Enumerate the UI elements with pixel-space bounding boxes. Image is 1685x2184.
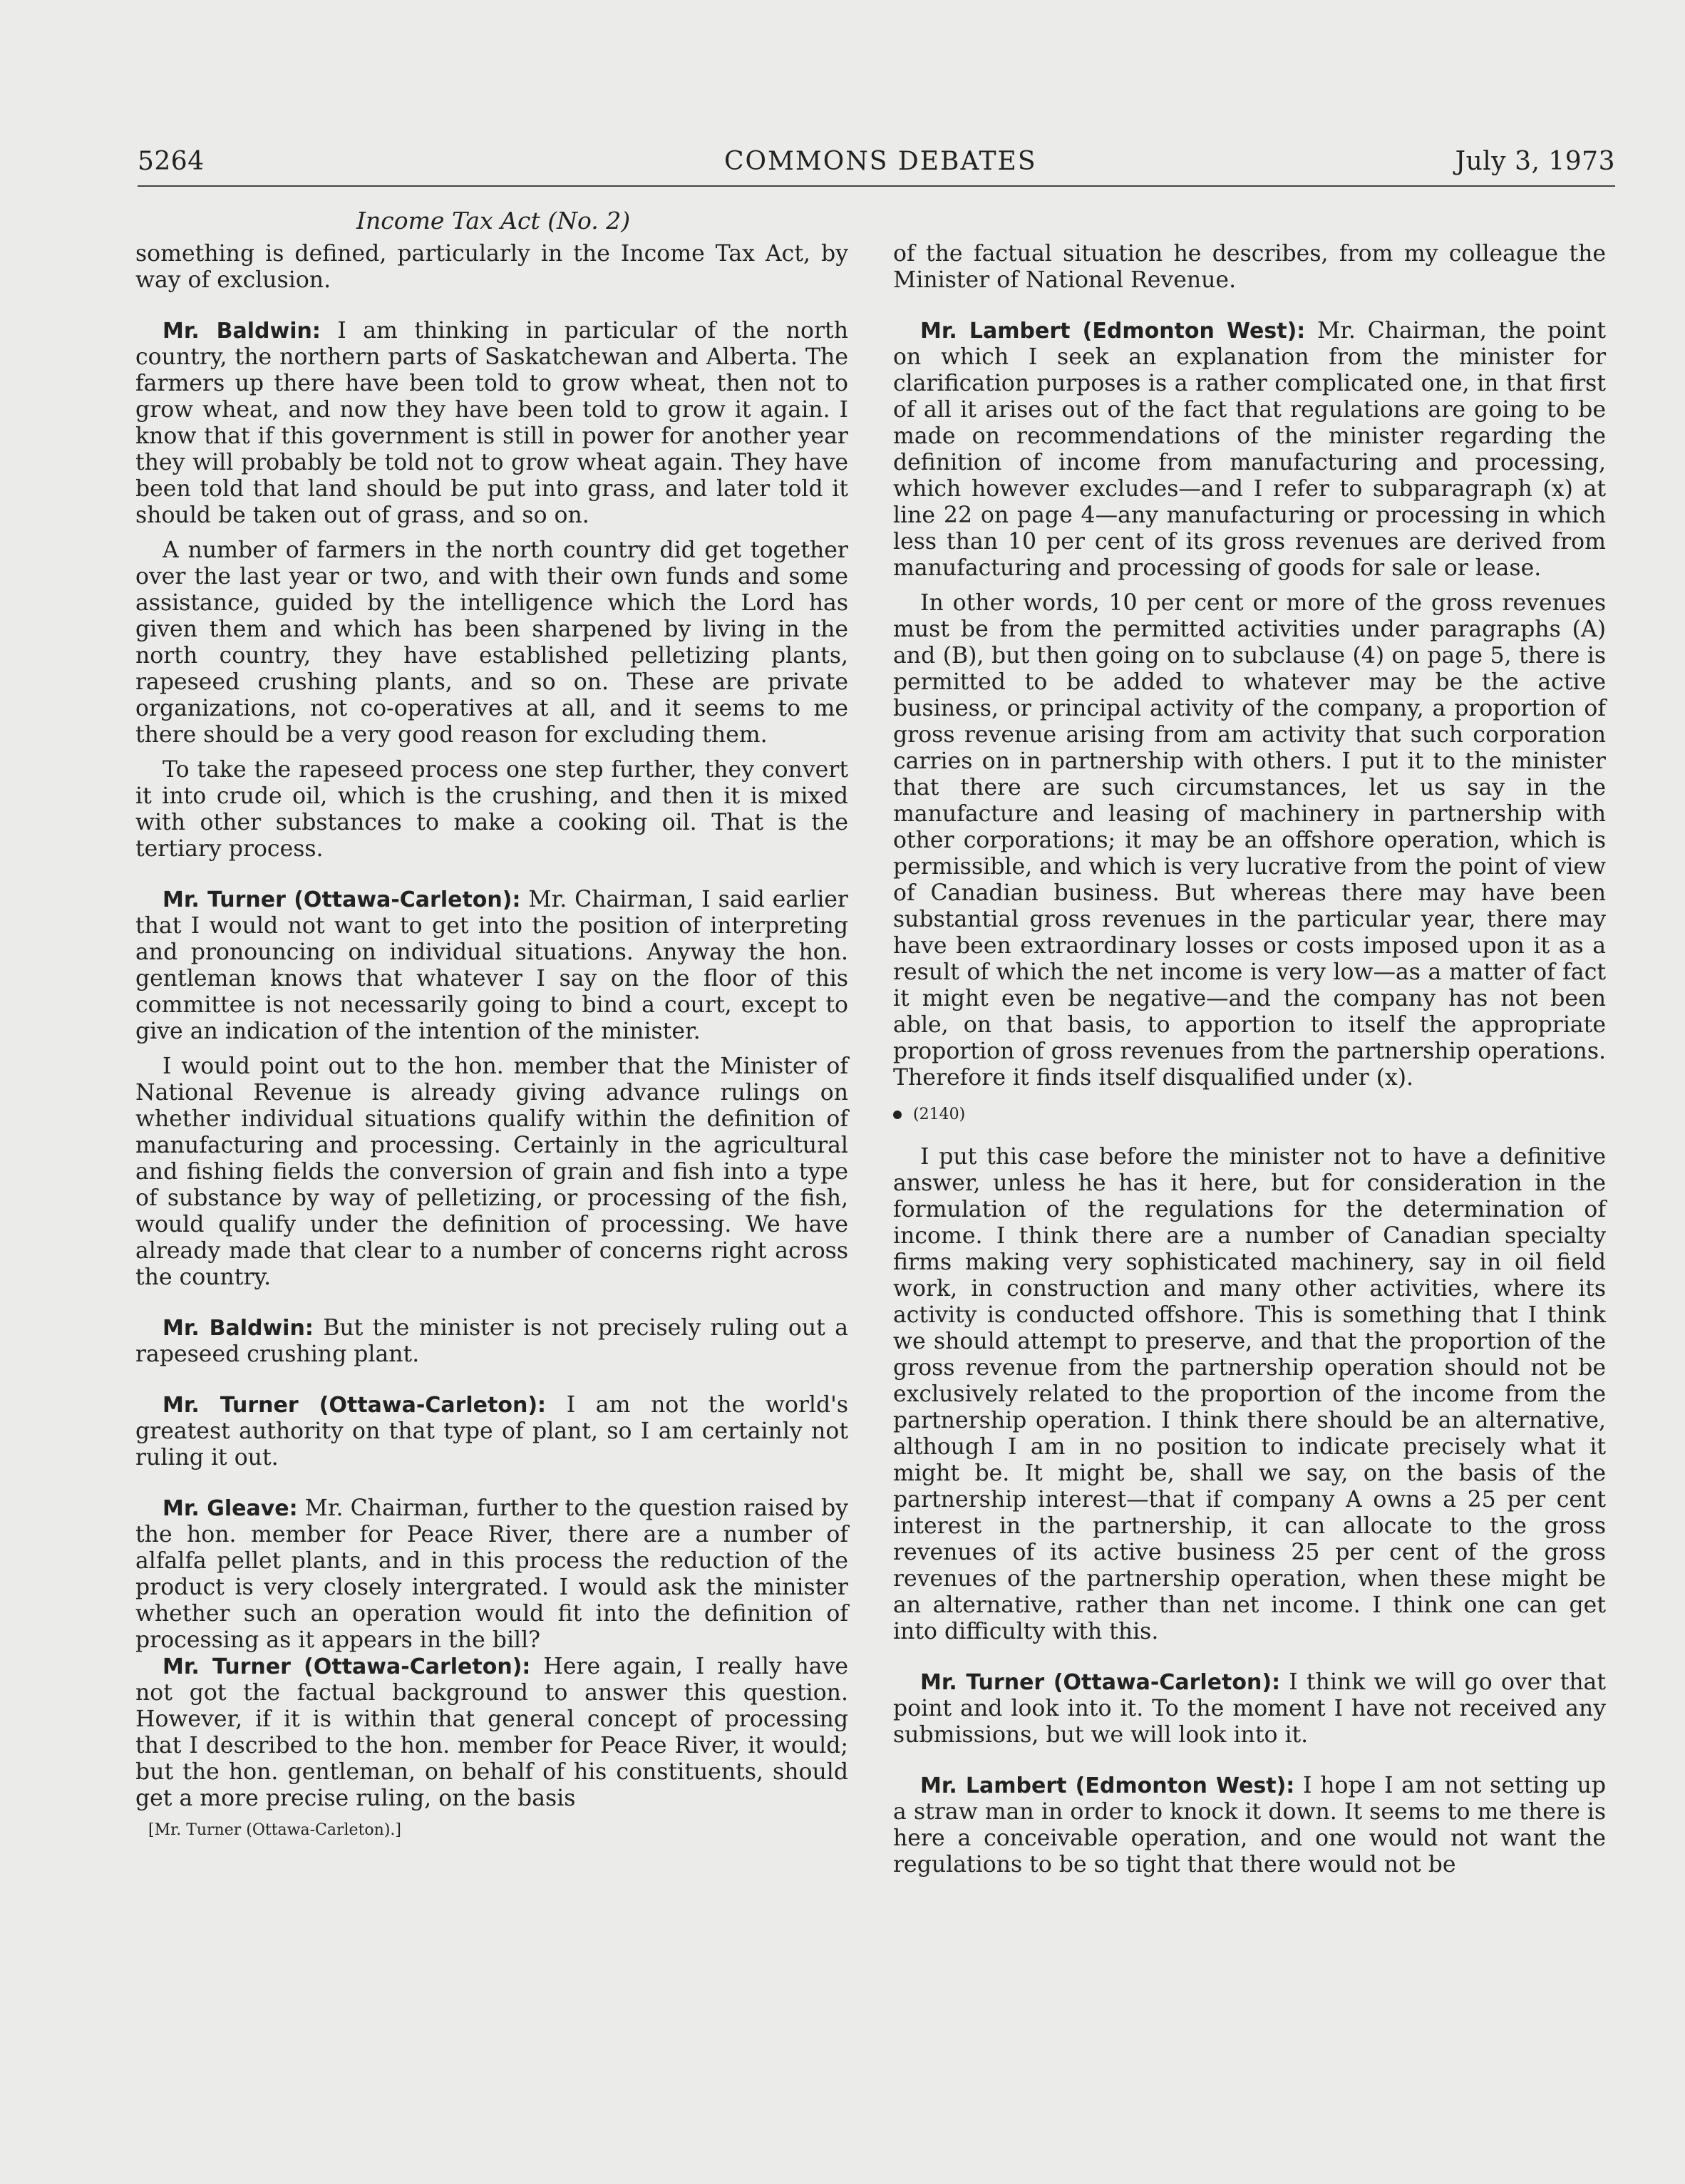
speech bbox=[893, 1669, 1606, 1748]
speaker-name: Mr. Turner (Ottawa-Carleton): bbox=[920, 1670, 1281, 1695]
right-column bbox=[893, 241, 1606, 1878]
speaker-footnote: [Mr. Turner (Ottawa-Carleton).] bbox=[148, 1821, 401, 1839]
paragraph: of the factual situation he describes, from my colleague the Minister of National Revenue. bbox=[893, 241, 1606, 293]
speech-text: Mr. Chairman, the point on which I seek an explanation from the minister for clarification purposes is a rather complicated one, in that first of all it arises out of the fact that regulations are going to be made on recommendations of the minister regarding the definition of income from manufacturing and processing, which however excludes—and I refer to subparagraph (x) at line 22 on page 4—any manufacturing or processing in which less than 10 per cent of its gross revenues are derived from manufacturing and processing of goods for sale or lease. bbox=[893, 318, 1606, 581]
speech-text: I am thinking in particular of the north country, the northern parts of Saskatchewan and Alberta. The farmers up there have been told to grow wheat, then not to grow wheat, and now they have been told to grow it again. I know that if this government is still in power for another year they will probably be told not to grow wheat again. They have been told that land should be put into grass, and later told it should be taken out of grass, and so on. bbox=[135, 318, 848, 528]
speech-text: I am not the world's greatest authority on that type of plant, so I am certainly not ruling it out. bbox=[135, 1392, 848, 1470]
paragraph: To take the rapeseed process one step further, they convert it into crude oil, which is the crushing, and then it is mixed with other substances to make a cooking oil. That is the tertiary process. bbox=[135, 757, 848, 862]
time-marker bbox=[893, 1104, 1606, 1126]
time-marker-label: (2140) bbox=[913, 1106, 966, 1123]
left-column bbox=[135, 241, 848, 1840]
paragraph: I would point out to the hon. member that the Minister of National Revenue is already giving advance rulings on whether individual situations qualify within the definition of manufacturing and processing. Certainly in the agricultural and fishing fields the conversion of grain and fish into a type of substance by way of pelletizing, or processing of the fish, would qualify under the definition of processing. We have already made that clear to a number of concerns right across the country. bbox=[135, 1054, 848, 1290]
speaker-name: Mr. Turner (Ottawa-Carleton): bbox=[163, 1393, 547, 1418]
speech bbox=[135, 1495, 848, 1654]
speech-text: Mr. Chairman, I said earlier that I would not want to get into the position of interpreting and pronouncing on individual situations. Anyway the hon. gentleman knows that whatever I say on the floor of this committee is not necessarily going to bind a court, except to give an indication of the intention of the minister. bbox=[135, 887, 848, 1044]
speech bbox=[135, 1315, 848, 1368]
speaker-name: Mr. Gleave: bbox=[163, 1496, 298, 1521]
bullet-icon bbox=[893, 1111, 902, 1119]
speaker-name: Mr. Lambert (Edmonton West): bbox=[920, 319, 1306, 344]
speaker-name: Mr. Baldwin: bbox=[163, 319, 321, 344]
paragraph: something is defined, particularly in the Income Tax Act, by way of exclusion. bbox=[135, 241, 848, 293]
speech-text: But the minister is not precisely ruling out a rapeseed crushing plant. bbox=[135, 1315, 849, 1367]
page-number: 5264 bbox=[138, 147, 205, 176]
speaker-name: Mr. Turner (Ottawa-Carleton): bbox=[163, 1654, 531, 1679]
speech bbox=[135, 1654, 848, 1812]
publication-date: July 3, 1973 bbox=[1455, 147, 1615, 176]
running-head: Income Tax Act (No. 2) bbox=[356, 207, 631, 235]
speech bbox=[135, 318, 848, 529]
speech-text: Mr. Chairman, further to the question raised by the hon. member for Peace River, there are a number of alfalfa pellet plants, and in this process the reduction of the product is very closely intergrated. I would ask the minister whether such an operation would fit into the definition of processing as it appears in the bill? bbox=[135, 1495, 849, 1653]
speech bbox=[135, 887, 848, 1045]
speech-text: I hope I am not setting up a straw man in order to knock it down. It seems to me there is here a conceivable operation, and one would not want the regulations to be so tight that there would not be bbox=[893, 1773, 1606, 1877]
speech bbox=[893, 318, 1606, 582]
speaker-name: Mr. Lambert (Edmonton West): bbox=[920, 1773, 1295, 1798]
paragraph: In other words, 10 per cent or more of the gross revenues must be from the permitted activities under paragraphs (A) and (B), but then going on to subclause (4) on page 5, there is permitted to be added to whatever may be the active business, or principal activity of the company, a proportion of gross revenue arising from am activity that such corporation carries on in partnership with others. I put it to the minister that there are such circumstances, let us say in the manufacture and leasing of machinery in partnership with other corporations; it may be an offshore operation, which is permissible, and which is very lucrative from the point of view of Canadian business. But whereas there may have been substantial gross revenues in the particular year, there may have been extraordinary losses or costs imposed upon it as a result of which the net income is very low—as a matter of fact it might even be negative—and the company has not been able, on that basis, to apportion to itself the appropriate proportion of gross revenues from the partnership operations. Therefore it finds itself disqualified under (x). bbox=[893, 590, 1606, 1091]
speaker-name: Mr. Turner (Ottawa-Carleton): bbox=[163, 887, 521, 912]
speaker-name: Mr. Baldwin: bbox=[163, 1316, 314, 1341]
publication-title: COMMONS DEBATES bbox=[724, 147, 1037, 176]
speech bbox=[135, 1392, 848, 1471]
speech-text: I think we will go over that point and look into it. To the moment I have not received any submissions, but we will look into it. bbox=[893, 1669, 1606, 1748]
speech bbox=[893, 1773, 1606, 1878]
paragraph: I put this case before the minister not to have a definitive answer, unless he has it here, but for consideration in the formulation of the regulations for the determination of income. I think there are a number of Canadian specialty firms making very sophisticated machinery, say in oil field work, in construction and many other activities, where its activity is conducted offshore. This is something that I think we should attempt to preserve, and that the proportion of the gross revenue from the partnership operation should not be exclusively related to the proportion of the income from the partnership operation. I think there should be an alternative, although I am in no position to indicate precisely what it might be. It might be, shall we say, on the basis of the partnership interest—that if company A owns a 25 per cent interest in the partnership, it can allocate to the gross revenues of its active business 25 per cent of the gross revenues of the partnership operation, when these might be an alternative, rather than net income. I think one can get into difficulty with this. bbox=[893, 1144, 1606, 1644]
speech-text: Here again, I really have not got the factual background to answer this question. However, if it is within that general concept of processing that I described to the hon. member for Peace River, it would; but the hon. gentleman, on behalf of his constituents, should get a more precise ruling, on the basis bbox=[135, 1654, 848, 1811]
header-rule bbox=[138, 185, 1615, 187]
paragraph: A number of farmers in the north country did get together over the last year or two, and with their own funds and some assistance, guided by the intelligence which the Lord has given them and which has been sharpened by living in the north country, they have established pelletizing plants, rapeseed crushing plants, and so on. These are private organizations, not co-operatives at all, and it seems to me there should be a very good reason for excluding them. bbox=[135, 537, 848, 748]
